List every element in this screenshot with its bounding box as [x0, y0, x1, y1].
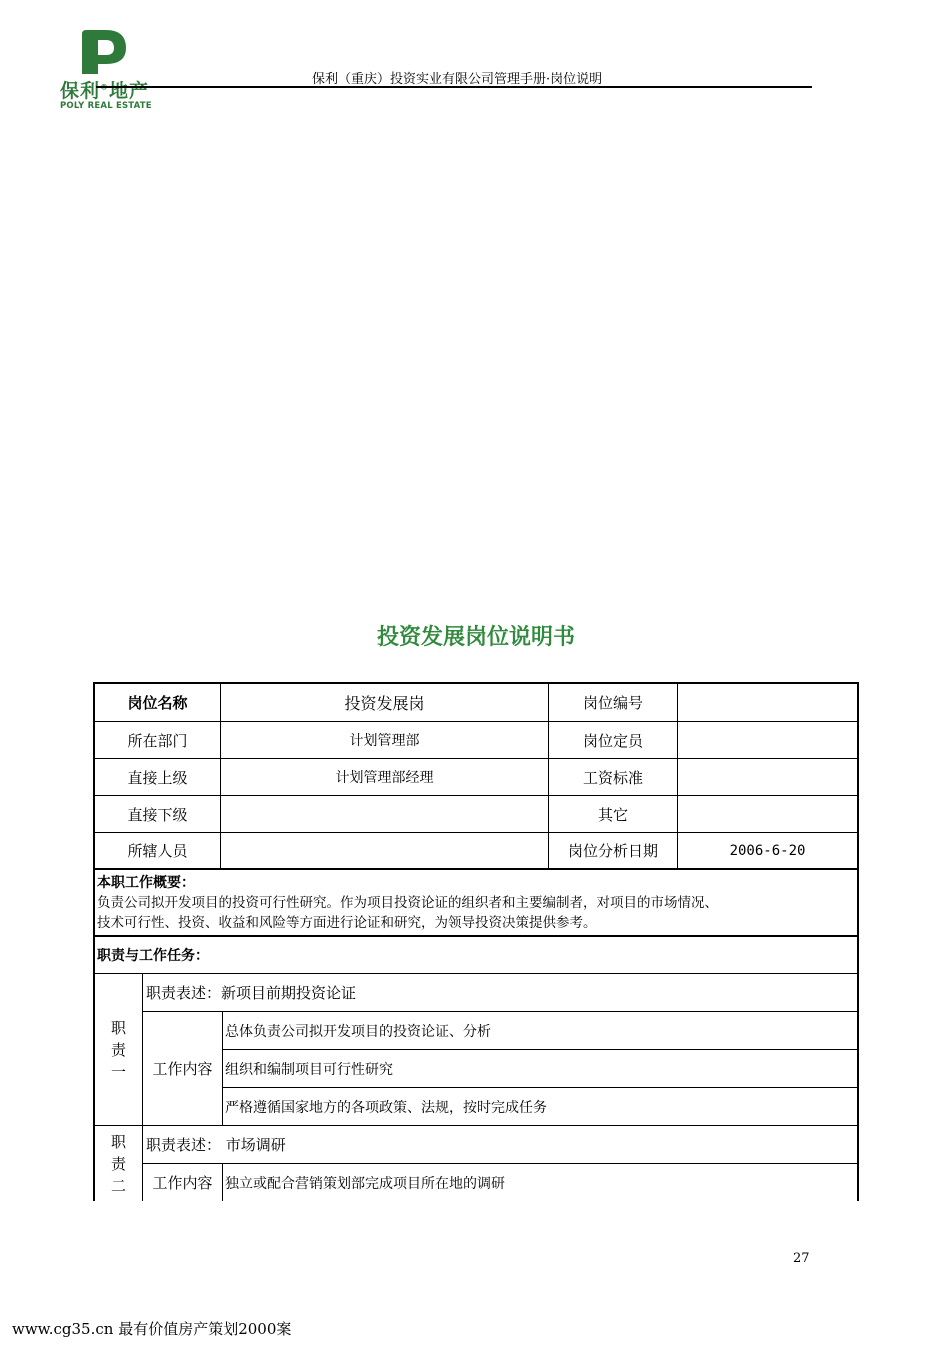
summary-heading: 本职工作概要： — [97, 875, 195, 891]
work-item: 总体负责公司拟开发项目的投资论证、分析 — [223, 1012, 857, 1050]
company-logo — [56, 28, 152, 118]
label-cell: 工资标准 — [549, 759, 678, 795]
duties-heading: 职责与工作任务： — [95, 937, 857, 974]
label-cell: 岗位编号 — [549, 684, 678, 721]
label-cell: 直接下级 — [95, 796, 221, 832]
value-cell — [678, 796, 857, 832]
job-description-table — [93, 682, 859, 1201]
work-item: 独立或配合营销策划部完成项目所在地的调研 — [225, 1175, 505, 1192]
value-cell — [221, 833, 549, 868]
poly-p-logo-icon — [78, 28, 130, 76]
label-cell: 所辖人员 — [95, 833, 221, 868]
value-cell: 计划管理部经理 — [221, 759, 549, 795]
table-row — [95, 722, 857, 759]
label-cell: 岗位名称 — [95, 684, 221, 721]
summary-line: 技术可行性、投资、收益和风险等方面进行论证和研究，为领导投资决策提供参考。 — [97, 915, 597, 931]
value-cell — [221, 796, 549, 832]
header-title: 保利（重庆）投资实业有限公司管理手册·岗位说明 — [312, 72, 603, 87]
job-summary — [95, 870, 857, 937]
work-item: 组织和编制项目可行性研究 — [223, 1050, 857, 1088]
table-row — [95, 833, 857, 870]
footer-text: www.cg35.cn 最有价值房产策划2000案 — [12, 1320, 292, 1338]
label-cell: 岗位分析日期 — [549, 833, 678, 868]
logo-english-text: POLY REAL ESTATE — [60, 101, 152, 111]
table-row — [95, 759, 857, 796]
header-divider — [96, 86, 812, 88]
duty-label: 职 责 二 — [95, 1126, 143, 1201]
label-cell: 直接上级 — [95, 759, 221, 795]
duty-label: 职 责 一 — [95, 974, 143, 1125]
duty-block — [95, 974, 857, 1126]
label-cell: 其它 — [549, 796, 678, 832]
duty-statement: 职责表述： 市场调研 — [143, 1126, 857, 1164]
value-cell — [678, 722, 857, 758]
table-row — [95, 684, 857, 722]
table-row — [95, 796, 857, 833]
label-cell: 所在部门 — [95, 722, 221, 758]
analysis-date-cell: 2006-6-20 — [729, 842, 806, 859]
duty-statement: 职责表述：新项目前期投资论证 — [143, 974, 857, 1012]
value-cell: 计划管理部 — [221, 722, 549, 758]
duty-block — [95, 1126, 857, 1201]
summary-line: 负责公司拟开发项目的投资可行性研究。作为项目投资论证的组织者和主要编制者，对项目的市场情况、 — [97, 895, 718, 911]
page-number: 27 — [793, 1251, 810, 1266]
logo-chinese-text: 保利®地产 — [60, 80, 150, 102]
document-title: 投资发展岗位说明书 — [376, 625, 575, 650]
label-cell: 岗位定员 — [549, 722, 678, 758]
work-content-label: 工作内容 — [143, 1012, 223, 1125]
work-content-label: 工作内容 — [143, 1164, 223, 1201]
value-cell — [678, 759, 857, 795]
work-item: 严格遵循国家地方的各项政策、法规，按时完成任务 — [225, 1099, 547, 1116]
value-cell — [678, 684, 857, 721]
value-cell: 投资发展岗 — [221, 684, 549, 721]
